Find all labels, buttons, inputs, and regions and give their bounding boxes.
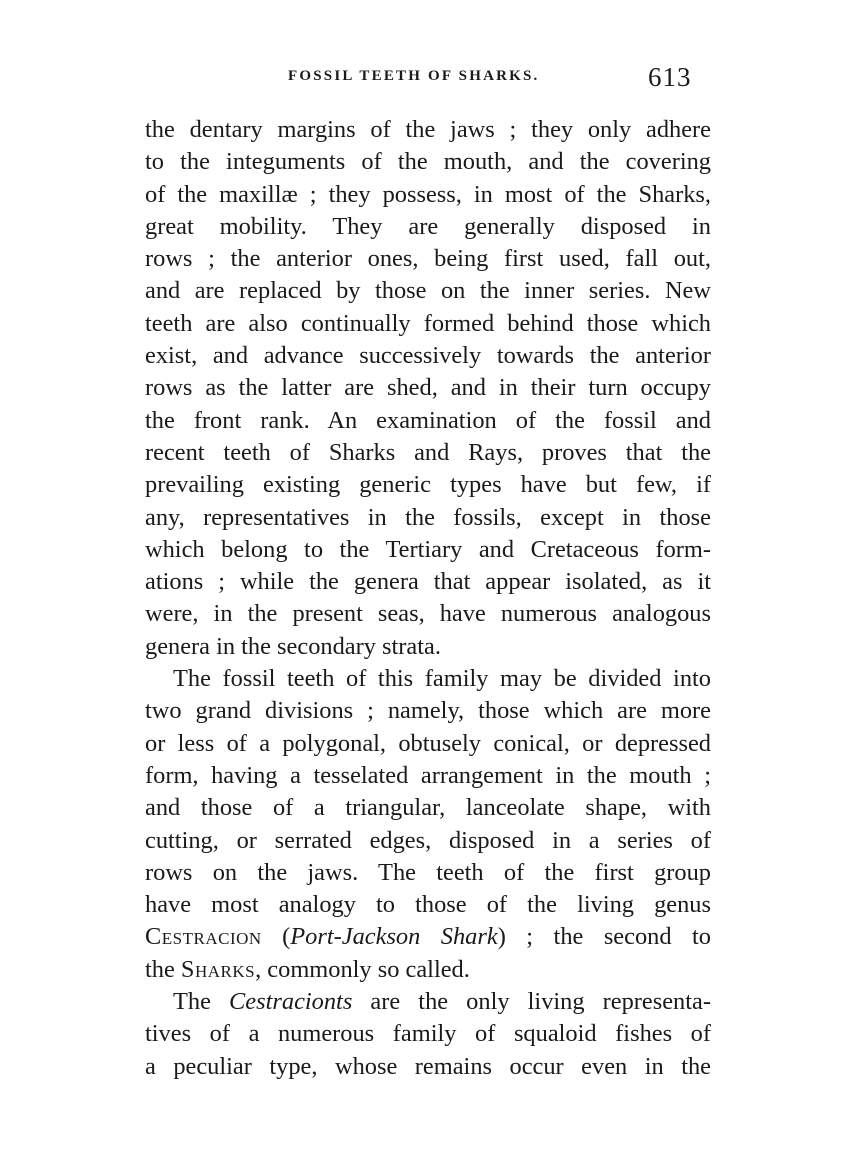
text-line: and are replaced by those on the inner series. New	[145, 277, 711, 305]
family-name: Cestracionts	[229, 988, 353, 1016]
text-line: tives of a numerous family of squaloid fishes of	[145, 1020, 711, 1048]
text-line: Cestracion (Port-Jackson Shark) ; the second to	[145, 923, 711, 951]
text-line: have most analogy to those of the living genus	[145, 891, 711, 919]
text-line: exist, and advance successively towards the anterior	[145, 342, 711, 370]
text-line: form, having a tesselated arrangement in the mouth ;	[145, 761, 711, 789]
text-line: of the maxillæ ; they possess, in most of the Sharks,	[145, 180, 711, 208]
text-line: rows as the latter are shed, and in their turn occupy	[145, 374, 711, 402]
text-line: cutting, or serrated edges, disposed in a series of	[145, 826, 711, 854]
running-title: FOSSIL TEETH OF SHARKS.	[288, 68, 540, 84]
text-line: the front rank. An examination of the fossil and	[145, 406, 711, 434]
common-name: Port-Jackson Shark	[290, 923, 498, 951]
text-line: ations ; while the genera that appear isolated, as it	[145, 568, 711, 596]
text-line: rows on the jaws. The teeth of the first group	[145, 858, 711, 886]
text-line: any, representatives in the fossils, except in those	[145, 503, 711, 531]
page-number: 613	[648, 62, 692, 92]
group-name: Sharks	[180, 955, 256, 983]
text-line: and those of a triangular, lanceolate shape, with	[145, 794, 711, 822]
running-head	[0, 62, 850, 102]
text-line: great mobility. They are generally disposed in	[145, 212, 711, 240]
text-line: the Sharks, commonly so called.	[145, 955, 470, 983]
text-line: two grand divisions ; namely, those which are more	[145, 697, 711, 725]
genus-name: Cestracion	[145, 923, 262, 951]
text-line: the dentary margins of the jaws ; they only adhere	[145, 116, 711, 143]
text-line: prevailing existing generic types have but few, if	[145, 471, 711, 499]
text-line: The Cestracionts are the only living representa-	[173, 988, 711, 1016]
text-line: or less of a polygonal, obtusely conical, or depressed	[145, 729, 711, 757]
text-line: genera in the secondary strata.	[145, 632, 441, 660]
text-line: recent teeth of Sharks and Rays, proves that the	[145, 438, 711, 466]
text-line: The fossil teeth of this family may be divided into	[173, 665, 711, 693]
text-line: teeth are also continually formed behind those which	[145, 309, 711, 337]
text-line: a peculiar type, whose remains occur even in the	[145, 1052, 711, 1080]
body-text	[145, 114, 711, 1083]
text-line: which belong to the Tertiary and Cretaceous form-	[145, 535, 711, 563]
text-line: rows ; the anterior ones, being first used, fall out,	[145, 245, 711, 273]
text-line: to the integuments of the mouth, and the covering	[145, 148, 711, 176]
text-line: were, in the present seas, have numerous analogous	[145, 600, 711, 628]
